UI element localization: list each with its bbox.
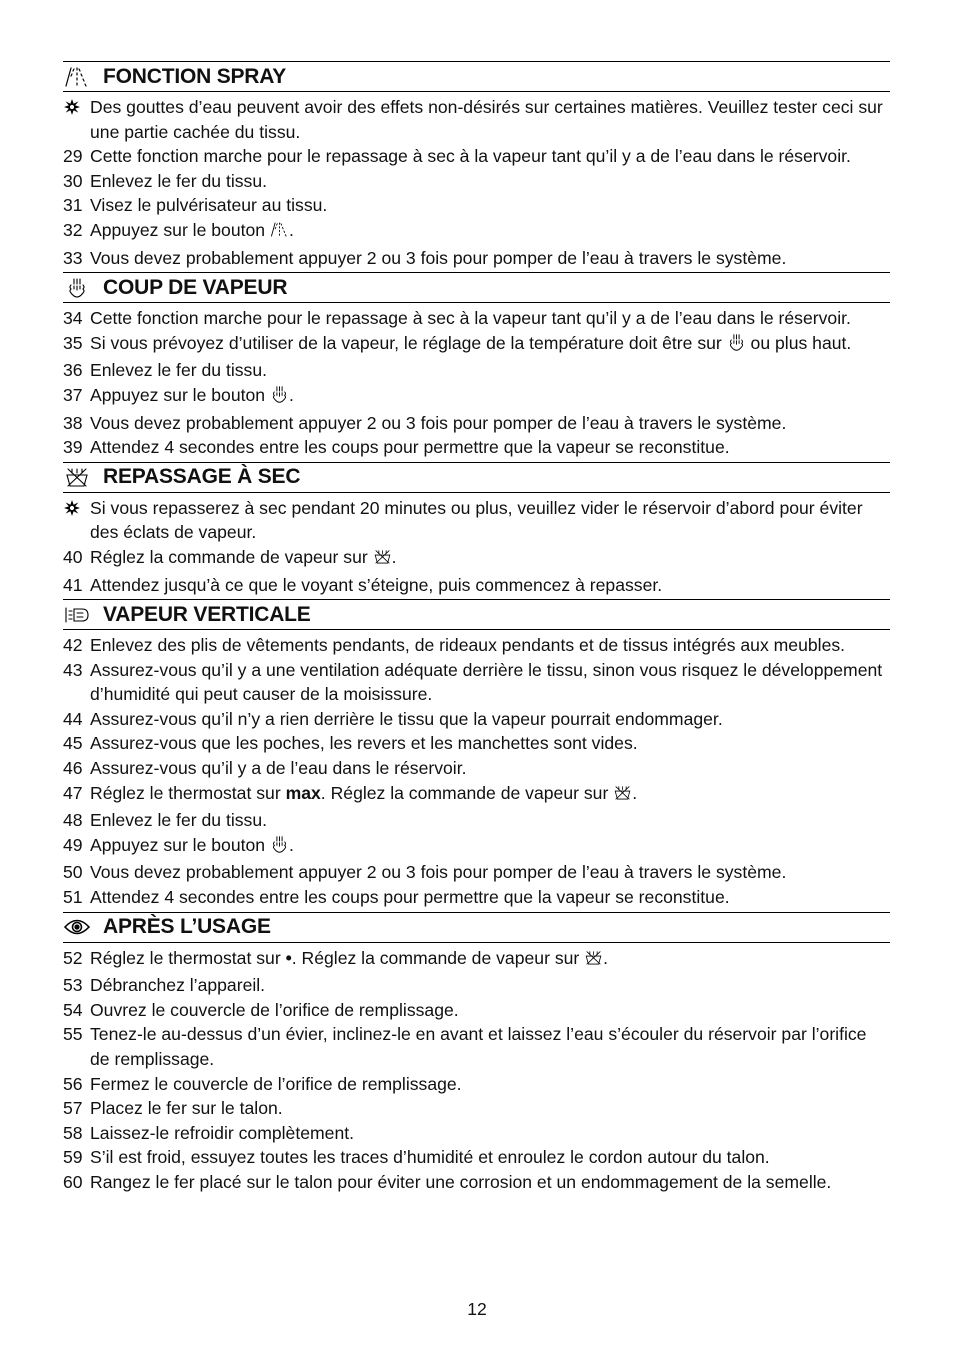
text-run: Des gouttes d’eau peuvent avoir des effets non-désirés sur certaines matières. Veuillez tester ceci sur une partie cachée du tissu. (90, 97, 883, 142)
text-run: Assurez-vous qu’il y a une ventilation adéquate derrière le tissu, sinon vous risquez le développement d’humidité qui peut causer de la moisissure. (90, 659, 883, 705)
step-text (90, 1170, 890, 1195)
step-item (63, 1121, 890, 1146)
step-number: 44 (63, 708, 83, 729)
step-item (63, 808, 890, 833)
text-run: Réglez le thermostat sur (90, 947, 286, 968)
section-header (63, 462, 890, 493)
document-page (63, 61, 890, 1197)
text-run: Attendez 4 secondes entre les coups pour permettre que la vapeur se reconstitue. (90, 887, 730, 908)
text-run: Enlevez le fer du tissu. (90, 360, 268, 381)
step-item (63, 1170, 890, 1195)
step-number: 37 (63, 384, 83, 405)
step-text (90, 169, 890, 194)
step-item (63, 331, 890, 359)
step-number: 57 (63, 1098, 83, 1119)
text-run: ou plus haut. (745, 332, 852, 353)
text-run: Assurez-vous qu’il n’y a rien derrière le tissu que la vapeur pourrait endommager. (90, 708, 723, 729)
section (63, 599, 890, 910)
step-text (90, 633, 890, 658)
step-item (63, 860, 890, 885)
step-number: 48 (63, 810, 83, 831)
dry-iron-icon (373, 547, 392, 573)
text-run: Tenez-le au-dessus d’un évier, inclinez-le en avant et laissez l’eau s’écouler du réservoir par l’orifice de remplissage. (90, 1024, 867, 1069)
section (63, 61, 890, 270)
text-run: . Réglez la commande de vapeur sur (320, 782, 614, 803)
step-number: 52 (63, 947, 83, 968)
step-number: 38 (63, 412, 83, 433)
section-header (63, 272, 890, 303)
step-number: 36 (63, 360, 83, 381)
text-run: Fermez le couvercle de l’orifice de remplissage. (90, 1073, 462, 1094)
step-number: 43 (63, 659, 83, 680)
step-text (90, 860, 890, 885)
step-text (90, 246, 890, 271)
step-list (63, 496, 890, 597)
warning-icon (63, 95, 90, 144)
steam-shot-icon (270, 385, 289, 411)
step-number: 53 (63, 975, 83, 996)
text-run: Appuyez sur le bouton (90, 834, 270, 855)
step-item (63, 573, 890, 598)
dry-iron-icon (584, 948, 603, 974)
step-text (90, 1121, 890, 1146)
text-run: Si vous repasserez à sec pendant 20 minutes ou plus, veuillez vider le réservoir d’abord pour éviter des éclats de vapeur. (90, 497, 863, 543)
step-text (90, 193, 890, 218)
step-item (63, 144, 890, 169)
text-run: Vous devez probablement appuyer 2 ou 3 fois pour pomper de l’eau à travers le système. (90, 862, 787, 883)
text-run: Rangez le fer placé sur le talon pour éviter une corrosion et un endommagement de la semelle. (90, 1171, 832, 1192)
step-number: 58 (63, 1122, 83, 1143)
section-title: VAPEUR VERTICALE (103, 602, 311, 626)
section-title: FONCTION SPRAY (103, 64, 287, 88)
step-text (90, 781, 890, 809)
step-item (63, 756, 890, 781)
text-run: Réglez le thermostat sur (90, 782, 286, 803)
step-text (90, 218, 890, 246)
step-list (63, 946, 890, 1195)
step-item (63, 306, 890, 331)
steam-shot-icon (63, 277, 91, 299)
step-item (63, 169, 890, 194)
step-text (90, 833, 890, 861)
step-text (90, 946, 890, 974)
step-text (90, 411, 890, 436)
dry-iron-icon (63, 466, 91, 488)
step-text (90, 885, 890, 910)
step-text (90, 1022, 890, 1071)
text-run: . (391, 546, 397, 567)
step-number: 39 (63, 437, 83, 458)
text-run: . (288, 834, 294, 855)
bold-text: max (285, 782, 321, 803)
text-run: Enlevez le fer du tissu. (90, 170, 268, 191)
step-number: 49 (63, 834, 83, 855)
step-number: 42 (63, 635, 83, 656)
step-text (90, 1072, 890, 1097)
step-text (90, 496, 890, 545)
text-run: Placez le fer sur le talon. (90, 1098, 283, 1119)
text-run: Visez le pulvérisateur au tissu. (90, 195, 328, 216)
text-run: Assurez-vous qu’il y a de l’eau dans le réservoir. (90, 758, 467, 779)
text-run: . (288, 219, 294, 240)
page-number: 12 (467, 1299, 487, 1319)
text-run: . (288, 384, 294, 405)
spray-icon (270, 220, 289, 246)
step-item (63, 833, 890, 861)
text-run: . (603, 947, 609, 968)
step-item (63, 1096, 890, 1121)
text-run: Appuyez sur le bouton (90, 384, 270, 405)
step-text (90, 973, 890, 998)
step-text (90, 1096, 890, 1121)
section-title: COUP DE VAPEUR (103, 275, 288, 299)
warning-item (63, 496, 890, 545)
text-run: Débranchez l’appareil. (90, 975, 266, 996)
step-item (63, 383, 890, 411)
step-text (90, 998, 890, 1023)
step-number: 50 (63, 862, 83, 883)
step-number: 32 (63, 219, 83, 240)
step-number: 51 (63, 887, 83, 908)
text-run: Attendez jusqu’à ce que le voyant s’éteigne, puis commencez à repasser. (90, 574, 663, 595)
text-run: . (632, 782, 638, 803)
step-number: 40 (63, 546, 83, 567)
step-text (90, 144, 890, 169)
text-run: S’il est froid, essuyez toutes les traces d’humidité et enroulez le cordon autour du talon. (90, 1147, 770, 1168)
step-list (63, 95, 890, 270)
step-number: 41 (63, 574, 83, 595)
section (63, 912, 890, 1195)
step-item (63, 731, 890, 756)
step-item (63, 973, 890, 998)
step-item (63, 218, 890, 246)
section-header (63, 912, 890, 943)
section (63, 272, 890, 460)
step-item (63, 707, 890, 732)
step-text (90, 658, 890, 707)
step-item (63, 633, 890, 658)
step-number: 34 (63, 308, 83, 329)
steam-shot-icon (270, 835, 289, 861)
text-run: Cette fonction marche pour le repassage à sec à la vapeur tant qu’il y a de l’eau dans le réservoir. (90, 308, 851, 329)
dry-iron-icon (613, 783, 632, 809)
step-item (63, 998, 890, 1023)
step-item (63, 658, 890, 707)
step-text (90, 545, 890, 573)
step-number: 59 (63, 1147, 83, 1168)
step-text (90, 808, 890, 833)
text-run: Laissez-le refroidir complètement. (90, 1122, 355, 1143)
text-run: Ouvrez le couvercle de l’orifice de remplissage. (90, 999, 459, 1020)
text-run: Cette fonction marche pour le repassage à sec à la vapeur tant qu’il y a de l’eau dans le réservoir. (90, 146, 851, 167)
text-run: Si vous prévoyez d’utiliser de la vapeur, le réglage de la température doit être sur (90, 332, 727, 353)
step-number: 47 (63, 782, 83, 803)
step-item (63, 1022, 890, 1071)
step-item (63, 946, 890, 974)
bold-text: • (285, 947, 292, 968)
step-item (63, 435, 890, 460)
step-number: 60 (63, 1171, 83, 1192)
step-item (63, 781, 890, 809)
step-item (63, 1072, 890, 1097)
text-run: Assurez-vous que les poches, les revers et les manchettes sont vides. (90, 733, 638, 754)
step-text (90, 1145, 890, 1170)
step-text (90, 95, 890, 144)
step-item (63, 411, 890, 436)
step-item (63, 1145, 890, 1170)
step-number: 31 (63, 195, 83, 216)
text-run: . Réglez la commande de vapeur sur (291, 947, 585, 968)
step-number: 45 (63, 733, 83, 754)
step-item (63, 545, 890, 573)
section (63, 462, 890, 597)
section-title: APRÈS L’USAGE (103, 915, 271, 939)
eye-icon (63, 916, 91, 938)
step-number: 55 (63, 1024, 83, 1045)
steam-shot-icon (727, 333, 746, 359)
step-text (90, 731, 890, 756)
step-number: 29 (63, 146, 83, 167)
step-number: 46 (63, 758, 83, 779)
text-run: Vous devez probablement appuyer 2 ou 3 fois pour pomper de l’eau à travers le système. (90, 247, 787, 268)
step-text (90, 707, 890, 732)
step-list (63, 306, 890, 460)
text-run: Enlevez le fer du tissu. (90, 810, 268, 831)
step-number: 54 (63, 999, 83, 1020)
section-header (63, 61, 890, 92)
step-text (90, 756, 890, 781)
step-text (90, 573, 890, 598)
step-number: 30 (63, 170, 83, 191)
warning-item (63, 95, 890, 144)
text-run: Appuyez sur le bouton (90, 219, 270, 240)
step-item (63, 193, 890, 218)
vertical-steam-icon (63, 604, 91, 626)
step-text (90, 435, 890, 460)
step-item (63, 246, 890, 271)
step-item (63, 358, 890, 383)
spray-icon (63, 66, 91, 88)
step-text (90, 331, 890, 359)
step-text (90, 383, 890, 411)
text-run: Attendez 4 secondes entre les coups pour permettre que la vapeur se reconstitue. (90, 437, 730, 458)
step-number: 56 (63, 1073, 83, 1094)
step-number: 35 (63, 332, 83, 353)
section-title: REPASSAGE À SEC (103, 465, 301, 489)
step-list (63, 633, 890, 910)
section-header (63, 599, 890, 630)
text-run: Réglez la commande de vapeur sur (90, 546, 373, 567)
step-number: 33 (63, 247, 83, 268)
text-run: Enlevez des plis de vêtements pendants, de rideaux pendants et de tissus intégrés aux meubles. (90, 635, 846, 656)
text-run: Vous devez probablement appuyer 2 ou 3 fois pour pomper de l’eau à travers le système. (90, 412, 787, 433)
step-text (90, 358, 890, 383)
step-item (63, 885, 890, 910)
warning-icon (63, 496, 90, 545)
step-text (90, 306, 890, 331)
